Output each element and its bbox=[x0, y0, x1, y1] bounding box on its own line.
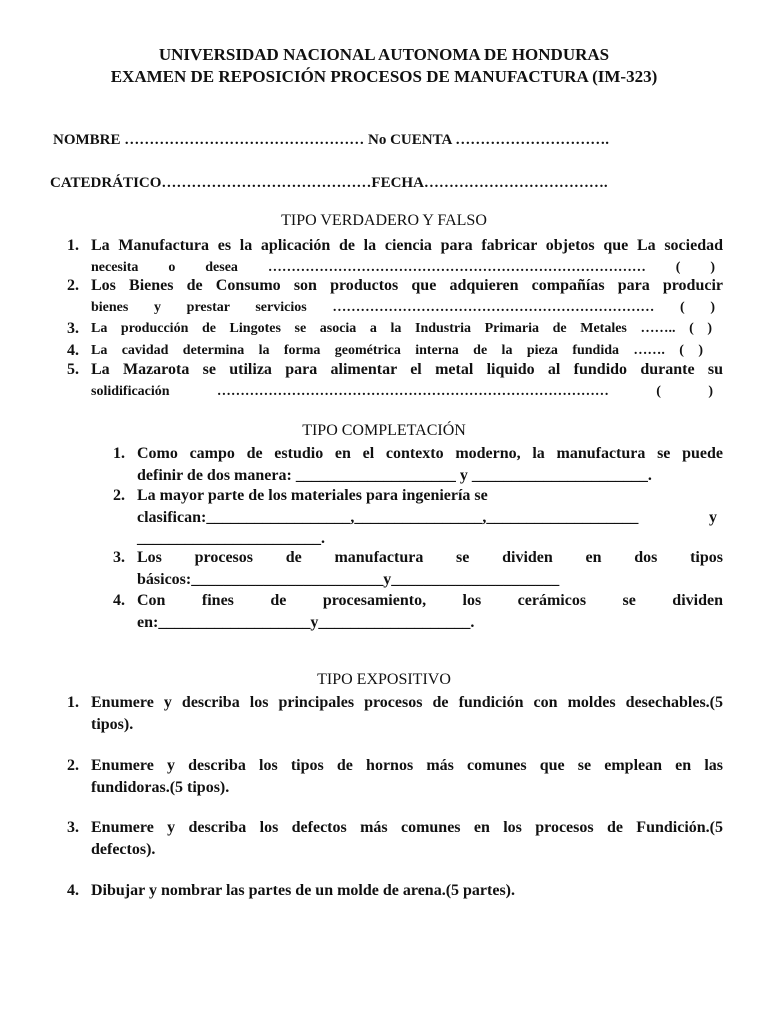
tf-number: 3. bbox=[67, 320, 79, 337]
tf-text-line: Los Bienes de Consumo son productos que adquieren compañías para producir bbox=[91, 277, 723, 294]
nombre-cuenta-line: NOMBRE ………………………………………… No CUENTA …………………………. bbox=[53, 132, 609, 148]
completion-number: 3. bbox=[113, 549, 125, 566]
exam-title: EXAMEN DE REPOSICIÓN PROCESOS DE MANUFACTURA (IM-323) bbox=[110, 67, 658, 86]
completion-text-line: Como campo de estudio en el contexto moderno, la manufactura se puede bbox=[137, 445, 723, 462]
completion-text-line: La mayor parte de los materiales para ingeniería se bbox=[137, 487, 488, 504]
expository-title: TIPO EXPOSITIVO bbox=[317, 671, 451, 688]
expository-text-line: Dibujar y nombrar las partes de un molde de arena.(5 partes). bbox=[91, 882, 515, 899]
expository-text-line: defectos). bbox=[91, 841, 156, 858]
true-false-title: TIPO VERDADERO Y FALSO bbox=[281, 212, 487, 229]
tf-text-line: necesita o desea ……………………………………………………………………… ( ) bbox=[91, 260, 715, 275]
expository-number: 2. bbox=[67, 757, 79, 774]
tf-number: 4. bbox=[67, 342, 79, 359]
completion-text-line: Los procesos de manufactura se dividen en dos tipos bbox=[137, 549, 723, 566]
expository-text-line: Enumere y describa los tipos de hornos más comunes que se emplean en las bbox=[91, 757, 723, 774]
tf-text-line: La producción de Lingotes se asocia a la Industria Primaria de Metales …….. ( ) bbox=[91, 321, 712, 336]
tf-number: 2. bbox=[67, 277, 79, 294]
completion-text-line: en:___________________y___________________. bbox=[137, 614, 475, 631]
completion-number: 4. bbox=[113, 592, 125, 609]
tf-text-line: La cavidad determina la forma geométrica interna de la pieza fundida ……. ( ) bbox=[91, 343, 703, 358]
completion-text-line: Con fines de procesamiento, los cerámicos se dividen bbox=[137, 592, 723, 609]
expository-text-line: fundidoras.(5 tipos). bbox=[91, 779, 230, 796]
completion-text-line: básicos:________________________y_____________________ bbox=[137, 571, 560, 588]
completion-text-line: clasifican:__________________,________________,___________________ y bbox=[137, 509, 717, 526]
university-name: UNIVERSIDAD NACIONAL AUTONOMA DE HONDURAS bbox=[158, 45, 610, 64]
tf-text-line: La Manufactura es la aplicación de la ciencia para fabricar objetos que La sociedad bbox=[91, 237, 723, 254]
tf-text-line: bienes y prestar servicios …………………………………………………………… ( ) bbox=[91, 300, 715, 315]
expository-text-line: Enumere y describa los principales procesos de fundición con moldes desechables.(5 bbox=[91, 694, 723, 711]
tf-number: 1. bbox=[67, 237, 79, 254]
completion-number: 1. bbox=[113, 445, 125, 462]
completion-text-line: _______________________. bbox=[137, 530, 325, 547]
tf-text-line: solidificación ………………………………………………………………………… ( ) bbox=[91, 384, 713, 399]
completion-title: TIPO COMPLETACIÓN bbox=[302, 422, 466, 439]
expository-number: 4. bbox=[67, 882, 79, 899]
tf-number: 5. bbox=[67, 361, 79, 378]
exam-header bbox=[0, 44, 768, 88]
completion-number: 2. bbox=[113, 487, 125, 504]
expository-number: 1. bbox=[67, 694, 79, 711]
tf-text-line: La Mazarota se utiliza para alimentar el metal liquido al fundido durante su bbox=[91, 361, 723, 378]
expository-number: 3. bbox=[67, 819, 79, 836]
expository-text-line: Enumere y describa los defectos más comunes en los procesos de Fundición.(5 bbox=[91, 819, 723, 836]
completion-text-line: definir de dos manera: ____________________ y ______________________. bbox=[137, 467, 652, 484]
catedratico-fecha-line: CATEDRÁTICO……………………………………FECHA………………………………. bbox=[50, 175, 608, 191]
expository-text-line: tipos). bbox=[91, 716, 134, 733]
